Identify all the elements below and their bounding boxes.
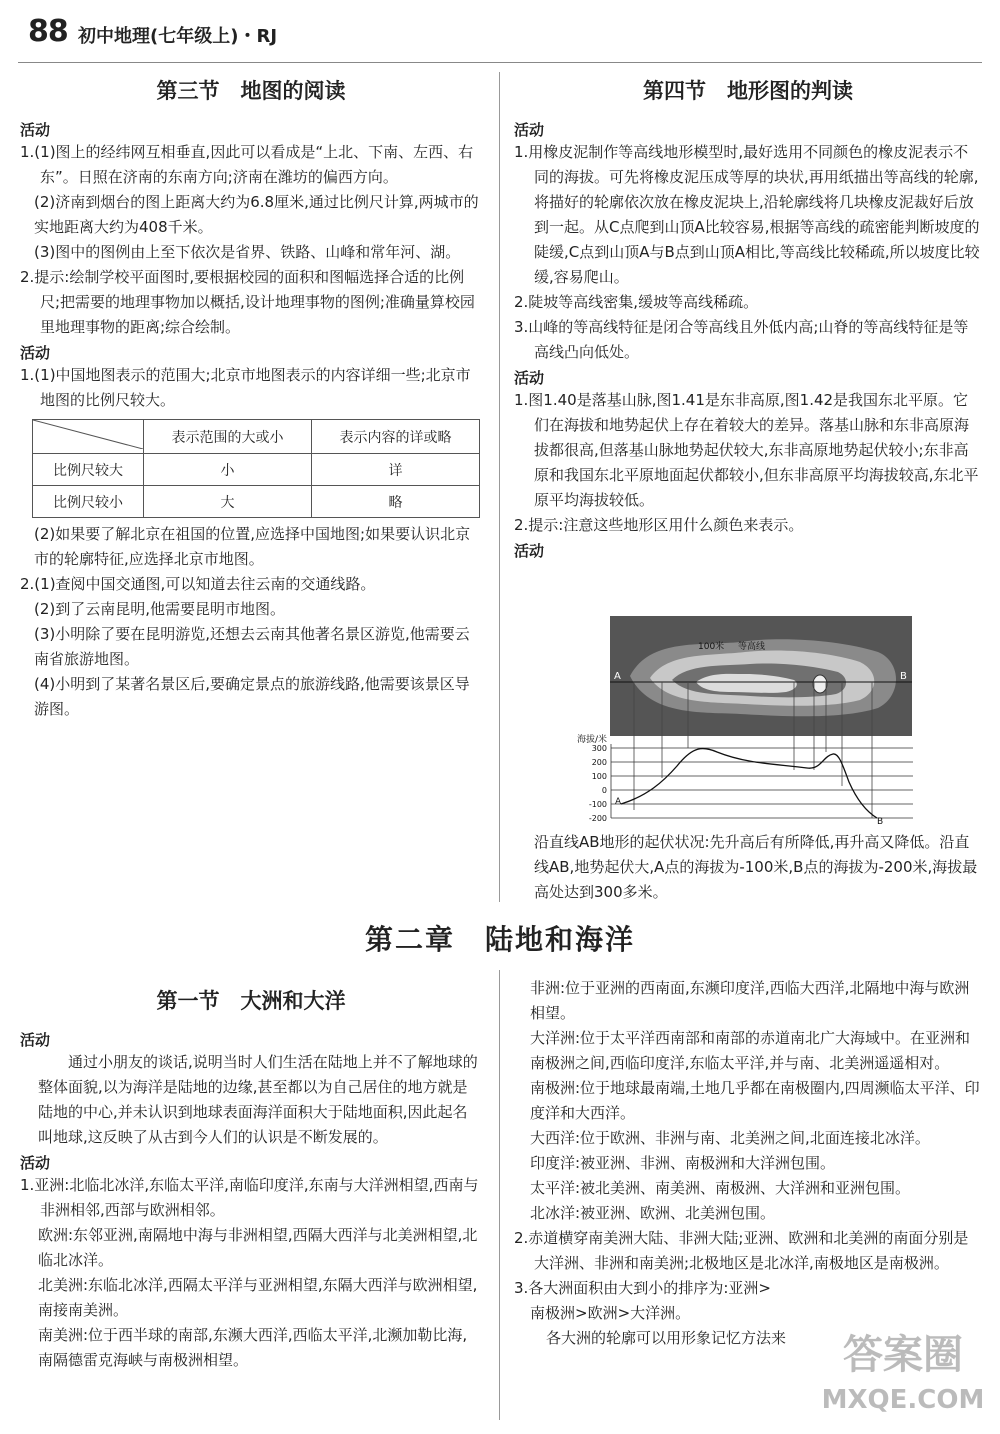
list-item: 大西洋:位于欧洲、非洲与南、北美洲之间,北面连接北冰洋。 [530, 1129, 930, 1147]
header-divider [18, 62, 982, 63]
list-item: (3)小明除了要在昆明游览,还想去云南其他著名景区游览,他需要云南省旅游地图。 [34, 625, 470, 668]
section-title-1: 第一节 大洲和大洋 [156, 989, 346, 1013]
list-item: 1.(1)图上的经纬网互相垂直,因此可以看成是“上北、下南、左西、右东”。日照在济南的东南方向;济南在潍坊的偏西方向。 [20, 143, 474, 186]
profile-point-a: A [615, 797, 622, 807]
scale-comparison-table [32, 419, 480, 518]
list-item: 2.赤道横穿南美洲大陆、非洲大陆;亚洲、欧洲和北美洲的南面分别是大洋洲、非洲和南美洲;北极地区是北冰洋,南极地区是南极洲。 [514, 1229, 969, 1272]
right-bottom-column [514, 976, 982, 1351]
table-cell: 小 [144, 454, 312, 486]
chapter-title: 第二章 陆地和海洋 [364, 923, 635, 956]
table-header: 表示内容的详或略 [312, 420, 480, 454]
list-item: (3)图中的图例由上至下依次是省界、铁路、山峰和常年河、湖。 [34, 243, 461, 261]
activity-label: 活动 [20, 1154, 51, 1172]
watermark-url: MXQE.COM [821, 1385, 985, 1415]
column-divider-top [499, 72, 500, 902]
paragraph: 通过小朋友的谈话,说明当时人们生活在陆地上并不了解地球的整体面貌,以为海洋是陆地的边缘,甚至都以为自己居住的地方就是陆地的中心,并未认识到地球表面海洋面积大于陆地面积,因此起名叫地球,这反映了从古到今人们的认识是不断发展的。 [38, 1053, 478, 1146]
contour-label-100m: 100米 [698, 642, 725, 652]
contour-label: 等高线 [738, 642, 766, 652]
map-point-b: B [900, 671, 907, 682]
section-title-3: 第三节 地图的阅读 [156, 79, 346, 103]
section-title-4: 第四节 地形图的判读 [643, 79, 853, 103]
tick-label: -200 [588, 814, 607, 823]
activity-label: 活动 [514, 121, 545, 139]
column-divider-bottom [499, 970, 500, 1420]
activity-label: 活动 [20, 121, 51, 139]
profile-caption: 沿直线AB地形的起伏状况:先升高后有所降低,再升高又降低。沿直线AB,地势起伏大,A点的海拔为-100米,B点的海拔为-200米,海拔最高处达到300多米。 [534, 833, 978, 901]
list-item: 2.提示:注意这些地形区用什么颜色来表示。 [514, 516, 804, 534]
table-cell: 详 [312, 454, 480, 486]
activity-label: 活动 [20, 1031, 51, 1049]
list-item: 1.用橡皮泥制作等高线地形模型时,最好选用不同颜色的橡皮泥表示不同的海拔。可先将橡皮泥压成等厚的块状,再用纸描出等高线的轮廓,将描好的轮廓依次放在橡皮泥块上,沿轮廓线将几块橡皮泥裁好后放到一起。从C点爬到山顶A比较容易,根据等高线的疏密能判断坡度的陡缓,C点到山顶A与B点到山顶A相比,等高线比较稀疏,所以坡度比较缓,容易爬山。 [514, 143, 980, 286]
list-item: 1.图1.40是落基山脉,图1.41是东非高原,图1.42是我国东北平原。它们在海拔和地势起伏上存在着较大的差异。落基山脉和东非高原海拔都很高,但落基山脉地势起伏较大,东非高原地势起伏较小;东非高原和我国东北平原地面起伏都较小,但东非高原平均海拔较高,东北平原平均海拔较低。 [514, 391, 979, 509]
list-item: 2.陡坡等高线密集,缓坡等高线稀疏。 [514, 293, 759, 311]
list-item: (2)济南到烟台的图上距离大约为6.8厘米,通过比例尺计算,两城市的实地距离大约为408千米。 [34, 193, 479, 236]
activity-label: 活动 [20, 344, 51, 362]
table-header-row [33, 420, 480, 454]
list-item: 南美洲:位于西半球的南部,东濒大西洋,西临太平洋,北濒加勒比海,南隔德雷克海峡与南极洲相望。 [38, 1326, 468, 1369]
list-item: (2)如果要了解北京在祖国的位置,应选择中国地图;如果要认识北京市的轮廓特征,应选择北京市地图。 [34, 525, 471, 568]
table-cell: 大 [144, 486, 312, 518]
book-title: 初中地理(七年级上)・RJ [78, 26, 278, 47]
tick-label: 100 [591, 772, 607, 781]
tick-label: 0 [601, 786, 607, 795]
list-item: 北冰洋:被亚洲、欧洲、北美洲包围。 [530, 1204, 776, 1222]
activity-label: 活动 [514, 369, 545, 387]
list-item: 太平洋:被北美洲、南美洲、南极洲、大洋洲和亚洲包围。 [530, 1179, 911, 1197]
list-item: 1.亚洲:北临北冰洋,东临太平洋,南临印度洋,东南与大洋洲相望,西南与非洲相邻,西部与欧洲相邻。 [20, 1176, 479, 1219]
left-bottom-column [20, 985, 482, 1373]
profile-point-b: B [877, 817, 884, 824]
left-top-column [20, 75, 482, 722]
tick-label: 300 [591, 744, 607, 753]
watermark-text: 答案圈 [843, 1332, 963, 1378]
list-item: 欧洲:东邻亚洲,南隔地中海与非洲相望,西隔大西洋与北美洲相望,北临北冰洋。 [38, 1226, 478, 1269]
list-item: 3.各大洲面积由大到小的排序为:亚洲> [514, 1279, 771, 1297]
page-number: 88 [28, 14, 68, 49]
table-row [33, 486, 480, 518]
list-item: 印度洋:被亚洲、非洲、南极洲和大洋洲包围。 [530, 1154, 836, 1172]
table-header: 表示范围的大或小 [144, 420, 312, 454]
list-item: 非洲:位于亚洲的西南面,东濒印度洋,西临大西洋,北隔地中海与欧洲相望。 [530, 979, 970, 1022]
list-item: 北美洲:东临北冰洋,西隔太平洋与亚洲相望,东隔大西洋与欧洲相望,南接南美洲。 [38, 1276, 478, 1319]
list-item: 南极洲>欧洲>大洋洲。 [530, 1304, 691, 1322]
right-top-column [514, 75, 982, 561]
watermark [808, 1330, 998, 1430]
list-item: 2.提示:绘制学校平面图时,要根据校园的面积和图幅选择合适的比例尺;把需要的地理事物加以概括,设计地理事物的图例;准确量算校园里地理事物的距离;综合绘制。 [20, 268, 475, 336]
table-row-label: 比例尺较大 [33, 454, 144, 486]
list-item: 各大洲的轮廓可以用形象记忆方法来 [546, 1329, 787, 1347]
map-point-a: A [614, 671, 621, 682]
table-row-label: 比例尺较小 [33, 486, 144, 518]
list-item: 3.山峰的等高线特征是闭合等高线且外低内高;山脊的等高线特征是等高线凸向低处。 [514, 318, 969, 361]
tick-label: -100 [588, 800, 607, 809]
elevation-profile [577, 734, 917, 824]
profile-curve [621, 749, 877, 818]
tick-label: 200 [591, 758, 607, 767]
list-item: 1.(1)中国地图表示的范围大;北京市地图表示的内容详细一些;北京市地图的比例尺较大。 [20, 366, 471, 409]
table-corner-cell [33, 420, 144, 454]
list-item: 2.(1)查阅中国交通图,可以知道去往云南的交通线路。 [20, 575, 376, 593]
list-item: 大洋洲:位于太平洋西南部和南部的赤道南北广大海域中。在亚洲和南极洲之间,西临印度洋,东临太平洋,并与南、北美洲遥遥相对。 [530, 1029, 971, 1072]
list-item: (4)小明到了某著名景区后,要确定景点的旅游线路,他需要该景区导游图。 [34, 675, 470, 718]
list-item: 南极洲:位于地球最南端,土地几乎都在南极圈内,四周濒临太平洋、印度洋和大西洋。 [530, 1079, 980, 1122]
profile-gridlines [611, 744, 913, 818]
table-diagonal [33, 420, 143, 449]
table-cell: 略 [312, 486, 480, 518]
list-item: (2)到了云南昆明,他需要昆明市地图。 [34, 600, 286, 618]
activity-label: 活动 [514, 542, 545, 560]
table-row [33, 454, 480, 486]
profile-ylabel: 海拔/米 [577, 735, 608, 745]
